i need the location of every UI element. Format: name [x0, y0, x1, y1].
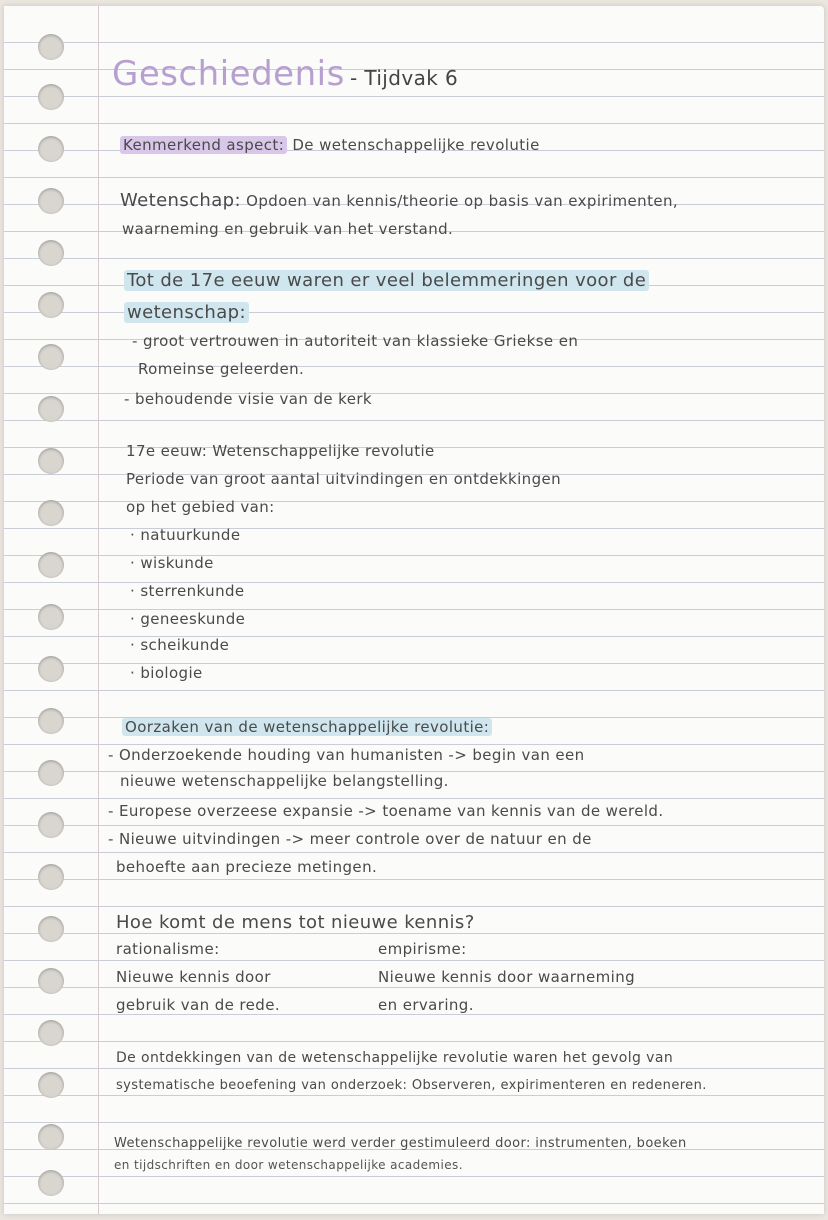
- punch-hole: [38, 656, 64, 682]
- oorzaken-line-1: - Onderzoekende houding van humanisten -> begin van een: [108, 746, 585, 764]
- eeuw17-line-2: Periode van groot aantal uitvindingen en ontdekkingen: [126, 470, 562, 488]
- punch-hole: [38, 864, 64, 890]
- eeuw17-line-3: op het gebied van:: [126, 498, 275, 516]
- page-title: Geschiedenis: [112, 54, 345, 94]
- punch-hole: [38, 500, 64, 526]
- punch-hole: [38, 552, 64, 578]
- rationalisme-line-1: Nieuwe kennis door: [116, 968, 271, 986]
- list-item: · scheikunde: [130, 636, 230, 654]
- eeuw17-label: 17e eeuw:: [126, 442, 208, 460]
- tot17-heading-cont: wetenschap:: [124, 302, 249, 323]
- kenmerkend-label: Kenmerkend aspect:: [120, 136, 287, 154]
- rationalisme-line-2: gebruik van de rede.: [116, 996, 281, 1014]
- tot17-line-2: [124, 302, 249, 323]
- rationalisme-label: rationalisme:: [116, 940, 220, 958]
- page-subtitle: - Tijdvak 6: [349, 66, 459, 90]
- gestimuleerd-line-2: en tijdschriften en door wetenschappelijke academies.: [114, 1158, 463, 1172]
- punch-hole: [38, 188, 64, 214]
- oorzaken-line-5: behoefte aan precieze metingen.: [116, 858, 378, 876]
- list-item: · geneeskunde: [130, 610, 246, 628]
- oorzaken-line-3: - Europese overzeese expansie -> toename van kennis van de wereld.: [108, 802, 664, 820]
- punch-hole: [38, 1020, 64, 1046]
- wetenschap-line-1: [120, 190, 678, 211]
- wetenschap-line-2: waarneming en gebruik van het verstand.: [122, 220, 454, 238]
- tot17-line-1: [124, 270, 649, 291]
- punch-hole: [38, 1170, 64, 1196]
- notebook-page: [4, 6, 824, 1214]
- punch-hole: [38, 604, 64, 630]
- oorzaken-line-4: - Nieuwe uitvindingen -> meer controle over de natuur en de: [108, 830, 592, 848]
- list-item: · wiskunde: [130, 554, 214, 572]
- wetenschap-text: Opdoen van kennis/theorie op basis van expirimenten,: [246, 192, 679, 210]
- list-item: · sterrenkunde: [130, 582, 245, 600]
- punch-hole: [38, 396, 64, 422]
- empirisme-label: empirisme:: [378, 940, 467, 958]
- tot17-line-3: - groot vertrouwen in autoriteit van klassieke Griekse en: [132, 332, 579, 350]
- punch-hole: [38, 968, 64, 994]
- ontdekkingen-line-2: systematische beoefening van onderzoek: Observeren, expirimenteren en redeneren.: [116, 1078, 707, 1093]
- punch-hole: [38, 760, 64, 786]
- punch-hole: [38, 240, 64, 266]
- punch-hole: [38, 136, 64, 162]
- punch-hole: [38, 916, 64, 942]
- punch-hole: [38, 292, 64, 318]
- kenmerkend-line: [120, 136, 540, 154]
- tot17-line-4: Romeinse geleerden.: [138, 360, 305, 378]
- punch-hole: [38, 812, 64, 838]
- empirisme-line-1: Nieuwe kennis door waarneming: [378, 968, 636, 986]
- oorzaken-heading: Oorzaken van de wetenschappelijke revolutie:: [122, 718, 492, 736]
- ontdekkingen-line-1: De ontdekkingen van de wetenschappelijke revolutie waren het gevolg van: [116, 1050, 674, 1066]
- punch-hole: [38, 1124, 64, 1150]
- oorzaken-line-2: nieuwe wetenschappelijke belangstelling.: [120, 772, 449, 790]
- list-item: · biologie: [130, 664, 203, 682]
- wetenschap-label: Wetenschap:: [120, 190, 241, 211]
- punch-hole: [38, 708, 64, 734]
- tot17-heading: Tot de 17e eeuw waren er veel belemmeringen voor de: [124, 270, 649, 291]
- empirisme-line-2: en ervaring.: [378, 996, 474, 1014]
- page-heading: [112, 54, 458, 94]
- list-item: · natuurkunde: [130, 526, 241, 544]
- gestimuleerd-line-1: Wetenschappelijke revolutie werd verder gestimuleerd door: instrumenten, boeken: [114, 1136, 687, 1151]
- margin-line: [98, 6, 99, 1214]
- oorzaken-heading-line: [122, 718, 492, 736]
- tot17-line-5: - behoudende visie van de kerk: [124, 390, 373, 408]
- punch-hole: [38, 344, 64, 370]
- punch-hole: [38, 34, 64, 60]
- punch-hole: [38, 84, 64, 110]
- eeuw17-line-1: [126, 442, 435, 460]
- punch-hole: [38, 1072, 64, 1098]
- eeuw17-text: Wetenschappelijke revolutie: [212, 442, 435, 460]
- kenmerkend-text: De wetenschappelijke revolutie: [292, 136, 540, 154]
- kennis-question: Hoe komt de mens tot nieuwe kennis?: [116, 912, 475, 933]
- punch-hole: [38, 448, 64, 474]
